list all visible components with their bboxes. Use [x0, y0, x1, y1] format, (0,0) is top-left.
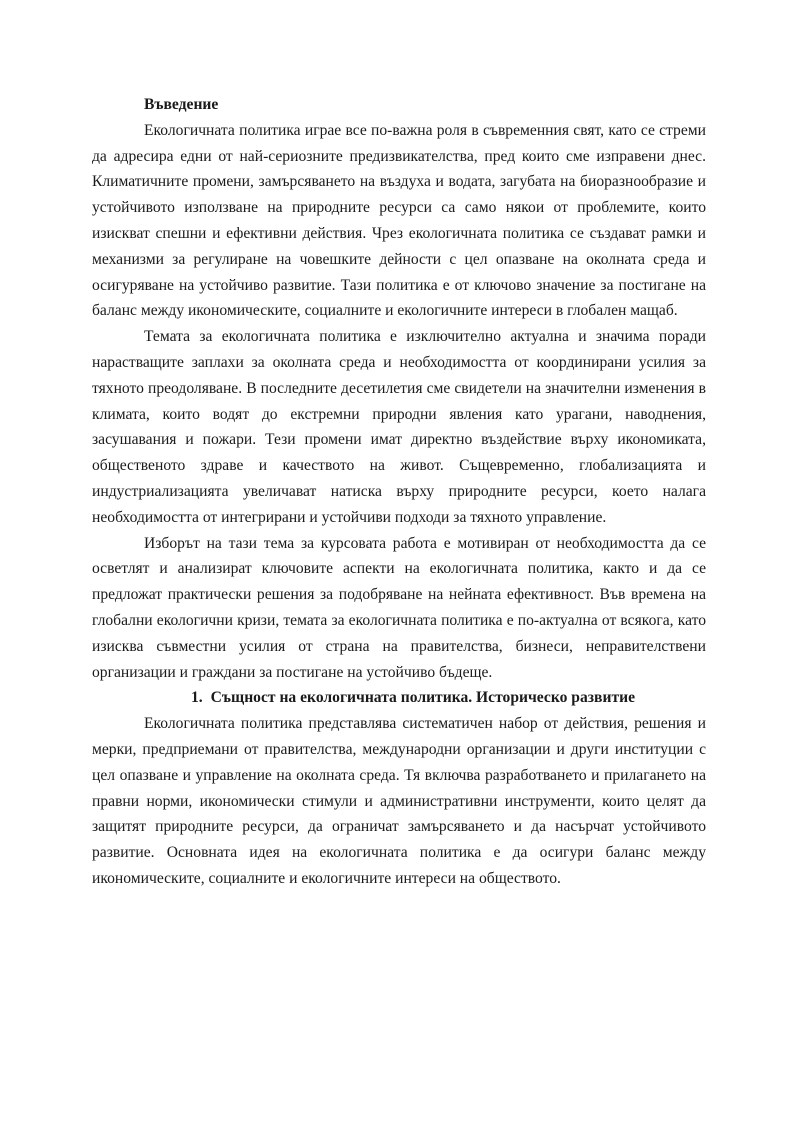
introduction-heading: Въведение [144, 96, 219, 113]
section-1-paragraph-1: Екологичната политика представлява систематичен набор от действия, решения и мерки, предприемани от правителства, международни организации и други институции с цел опазване и управление на околната среда. Тя включва разработването и прилагането на правни норми, икономически стимули и административни инструменти, които целят да защитят природните ресурси, да ограничат замърсяването и да насърчат устойчивото развитие. Основната идея на екологичната политика е да осигури баланс между икономическите, социалните и екологичните интереси на обществото. [92, 715, 706, 887]
document-page [92, 92, 706, 892]
section-number: 1. [190, 689, 203, 707]
intro-paragraph-2: Темата за екологичната политика е изключително актуална и значима поради нарастващите заплахи за околната среда и необходимостта от координирани усилия за тяхното преодоляване. В последните десетилетия сме свидетели на значителни изменения в климата, които водят до екстремни природни явления като урагани, наводнения, засушавания и пожари. Тези промени имат директно въздействие върху икономиката, общественото здраве и качеството на живот. Същевременно, глобализацията и индустриализацията увеличават натиска върху природните ресурси, което налага необходимостта от интегрирани и устойчиви подходи за тяхното управление. [92, 328, 706, 526]
intro-paragraph-3: Изборът на тази тема за курсовата работа е мотивиран от необходимостта да се осветлят и анализират ключовите аспекти на екологичната политика, както и да се предложат практически решения за подобряване на нейната ефективност. Във времена на глобални екологични кризи, темата за екологичната политика е по-актуална от всякога, като изисква съвместни усилия от страна на правителства, бизнеси, неправителствени организации и граждани за постигане на устойчиво бъдеще. [92, 534, 706, 681]
section-1-title [92, 685, 706, 711]
section-title-text: Същност на екологичната политика. Историческо развитие [210, 689, 636, 707]
intro-paragraph-1: Екологичната политика играе все по-важна роля в съвременния свят, като се стреми да адресира едни от най-сериозните предизвикателства, пред които сме изправени днес. Климатичните промени, замърсяването на въздуха и водата, загубата на биоразнообразие и устойчивото използване на природните ресурси са само някои от проблемите, които изискват спешни и ефективни действия. Чрез екологичната политика се създават рамки и механизми за регулиране на човешките дейности с цел опазване на околната среда и осигуряване на устойчиво развитие. Тази политика е от ключово значение за постигане на баланс между икономическите, социалните и екологичните интереси в глобален мащаб. [92, 121, 706, 320]
